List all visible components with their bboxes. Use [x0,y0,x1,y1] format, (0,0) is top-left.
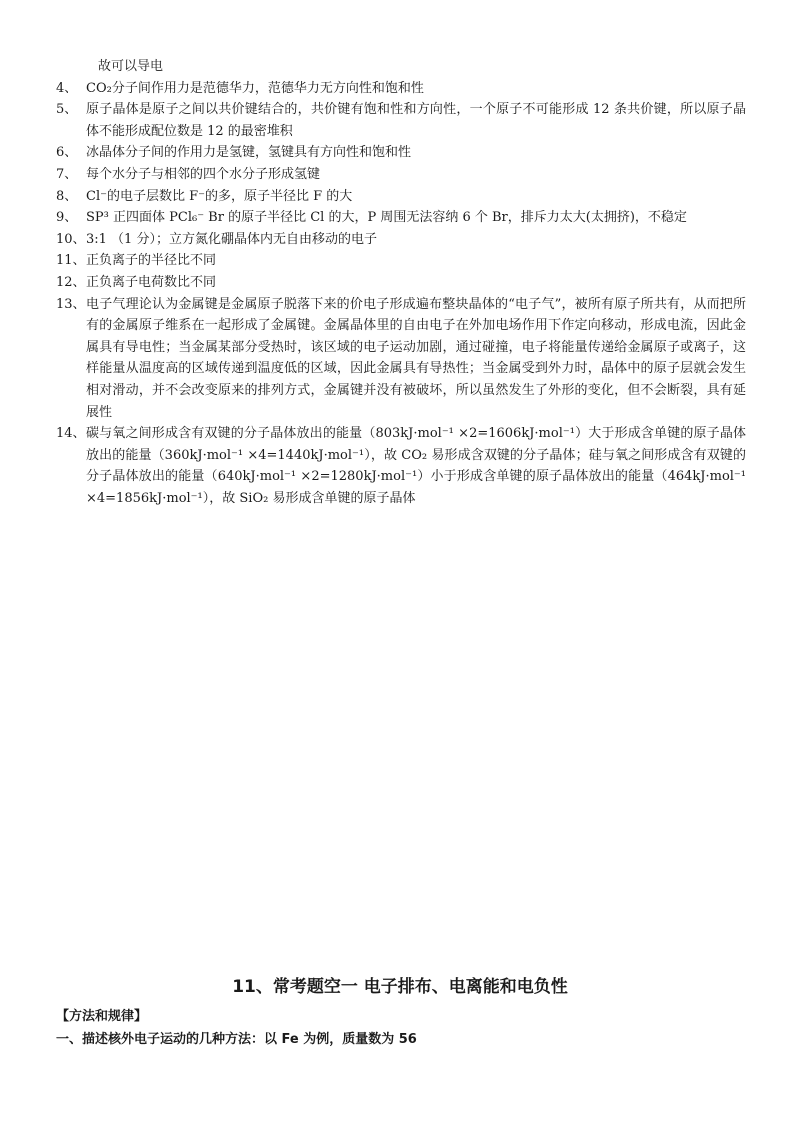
answer-text: 正负离子的半径比不同 [86,253,217,269]
answer-text: 电子气理论认为金属键是金属原子脱落下来的价电子形成遍布整块晶体的“电子气”，被所有原子所共有，从而把所有的金属原子维系在一起形成了金属键。金属晶体里的自由电子在外加电场作用下作定向移动，形成电流，因此金属具有导电性；当金属某部分受热时，该区域的电子运动加剧，通过碰撞，电子将能量传递给金属原子或离子，这样能量从温度高的区域传递到温度低的区域，因此金属具有导热性；当金属受到外力时，晶体中的原子层就会发生相对滑动，并不会改变原来的排列方式，金属键并没有被破坏，所以虽然发生了外形的变化，但不会断裂，具有延展性 [86,296,746,420]
answer-item-5 [56,99,746,142]
answer-text: CO₂分子间作用力是范德华力，范德华力无方向性和饱和性 [86,80,424,96]
answer-number: 14、 [56,426,86,442]
answer-number: 8、 [56,188,78,204]
answer-text: 故可以导电 [98,59,164,74]
answer-text: SP³ 正四面体 PCl₆⁻ Br 的原子半径比 Cl 的大，P 周围无法容纳 6 个 Br，排斥力太大(太拥挤)，不稳定 [86,210,687,226]
answer-item-8 [56,186,746,208]
answer-text: 正负离子电荷数比不同 [86,274,217,290]
answer-item-6 [56,142,746,164]
answer-text: 3:1 （1 分）；立方氮化硼晶体内无自由移动的电子 [86,231,377,247]
answer-item-12 [56,272,746,294]
answer-text: 每个水分子与相邻的四个水分子形成氢键 [86,166,321,182]
answer-text: 原子晶体是原子之间以共价键结合的，共价键有饱和性和方向性，一个原子不可能形成 12 条共价键，所以原子晶体不能形成配位数是 12 的最密堆积 [86,102,746,139]
answer-item-14 [56,423,746,509]
answer-number: 6、 [56,145,78,161]
answer-text: 冰晶体分子间的作用力是氢键，氢键具有方向性和饱和性 [86,145,412,161]
answer-text: 碳与氧之间形成含有双键的分子晶体放出的能量（803kJ·mol⁻¹ ×2=1606kJ·mol⁻¹）大于形成含单键的原子晶体放出的能量（360kJ·mol⁻¹ ×4=1440kJ·mol⁻¹），故 CO₂ 易形成含双键的分子晶体；硅与氧之间形成含有双键的分子晶体放出的能量（640kJ·mol⁻¹ ×2=1280kJ·mol⁻¹）小于形成含单键的原子晶体放出的能量（464kJ·mol⁻¹ ×4=1856kJ·mol⁻¹），故 SiO₂ 易形成含单键的原子晶体 [86,426,746,506]
answer-list [56,56,746,509]
answer-item-7 [56,164,746,186]
answer-item-9 [56,207,746,229]
answer-number: 9、 [56,210,78,226]
answer-item-13 [56,294,746,424]
answer-number: 13、 [56,296,86,312]
answer-number: 12、 [56,274,86,290]
answer-number: 11、 [56,253,86,269]
answer-item-4 [56,78,746,100]
subheading: 一、描述核外电子运动的几种方法：以 Fe 为例，质量数为 56 [56,1032,417,1047]
answer-number: 4、 [56,80,78,96]
section-title: 11、常考题空一 电子排布、电离能和电负性 [232,977,568,997]
answer-item-10 [56,229,746,251]
answer-number: 5、 [56,102,78,118]
answer-number: 10、 [56,231,86,247]
answer-text: Cl⁻的电子层数比 F⁻的多，原子半径比 F 的大 [86,188,353,204]
answer-item-11 [56,250,746,272]
method-heading: 【方法和规律】 [56,1009,148,1024]
answer-item-continuation [56,56,746,78]
answer-number: 7、 [56,166,78,182]
